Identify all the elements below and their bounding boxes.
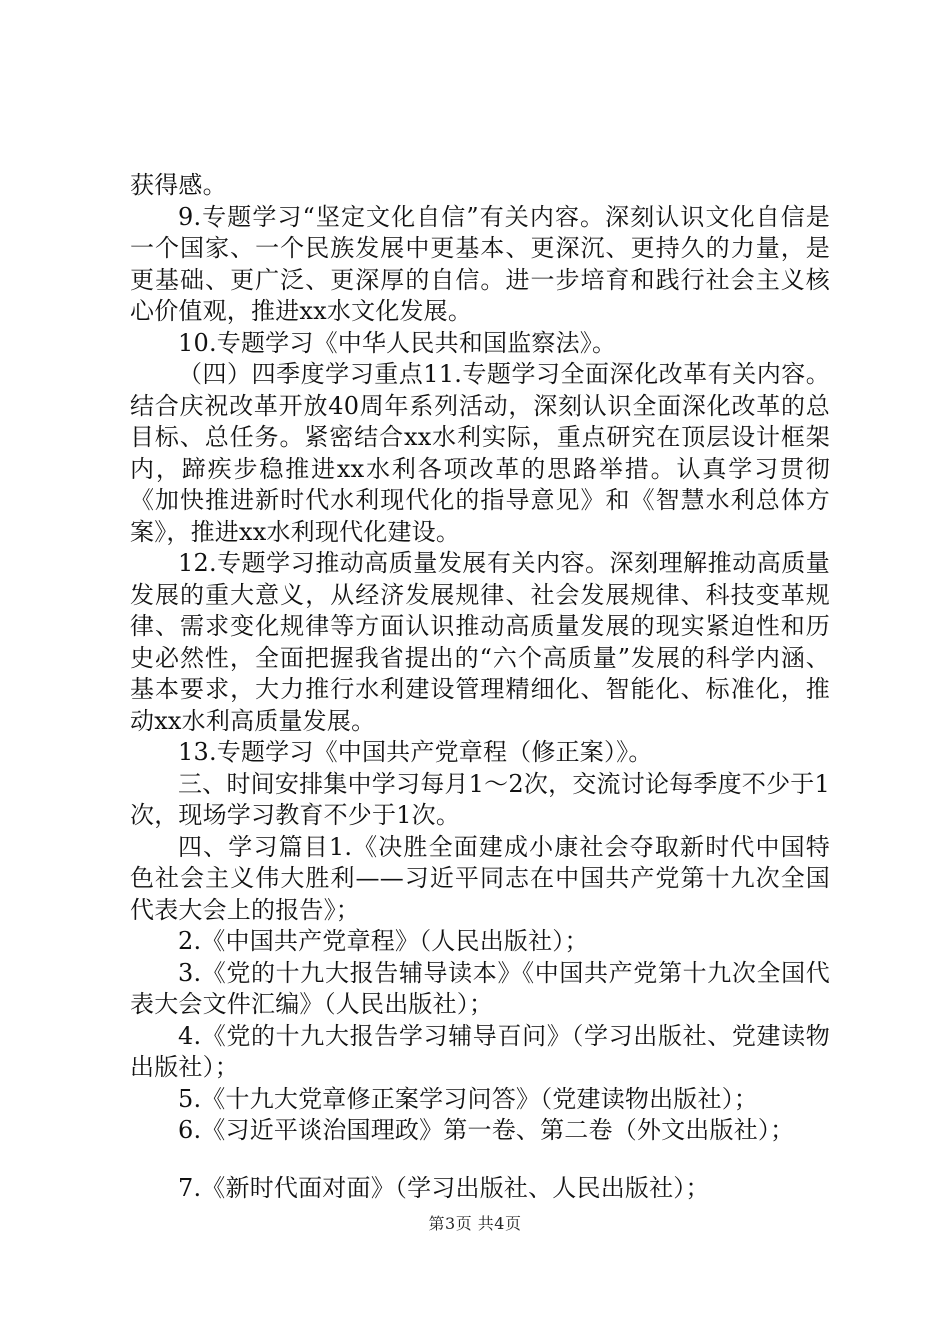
paragraph-reading-2: 2.《中国共产党章程》（人民出版社）； xyxy=(178,927,589,955)
paragraph-section-schedule: 三、时间安排集中学习每月1～2次，交流讨论每季度不少于1次，现场学习教育不少于1次。 xyxy=(130,769,830,829)
paragraph-item-12: 12.专题学习推动高质量发展有关内容。深刻理解推动高质量发展的重大意义，从经济发展规律、社会发展规律、科技变革规律、需求变化规律等方面认识推动高质量发展的现实紧迫性和历史必然性，全面把握我省提出的“六个高质量”发展的科学内涵、基本要求，大力推行水利建设管理精细化、智能化、标准化，推动xx水利高质量发展。 xyxy=(130,549,830,735)
paragraph-continuation: 获得感。 xyxy=(130,171,227,199)
paragraph-item-9: 9.专题学习“坚定文化自信”有关内容。深刻认识文化自信是一个国家、一个民族发展中更基本、更深沉、更持久的力量，是更基础、更广泛、更深厚的自信。进一步培育和践行社会主义核心价值观，推进xx水文化发展。 xyxy=(130,202,830,325)
paragraph-item-13: 13.专题学习《中国共产党章程（修正案）》。 xyxy=(178,738,653,766)
paragraph-reading-5: 5.《十九大党章修正案学习问答》（党建读物出版社）； xyxy=(178,1084,759,1113)
paragraph-section-q4: （四）四季度学习重点11.专题学习全面深化改革有关内容。结合庆祝改革开放40周年系列活动，深刻认识全面深化改革的总目标、总任务。紧密结合xx水利实际，重点研究在顶层设计框架内，蹄疾步稳推进xx水利各项改革的思路举措。认真学习贯彻《加快推进新时代水利现代化的指导意见》和《智慧水利总体方案》，推进xx水利现代化建设。 xyxy=(130,360,830,546)
document-body xyxy=(130,170,830,1204)
paragraph-reading-6: 6.《习近平谈治国理政》第一卷、第二卷（外文出版社）； xyxy=(178,1116,795,1144)
paragraph-reading-7: 7.《新时代面对面》（学习出版社、人民出版社）； xyxy=(178,1173,710,1202)
paragraph-section-readings: 四、学习篇目1.《决胜全面建成小康社会夺取新时代中国特色社会主义伟大胜利——习近平同志在中国共产党第十九次全国代表大会上的报告》； xyxy=(130,832,830,924)
paragraph-item-10: 10.专题学习《中华人民共和国监察法》。 xyxy=(178,328,617,357)
page-number-footer: 第3页 共4页 xyxy=(428,1214,522,1233)
paragraph-reading-4: 4.《党的十九大报告学习辅导百问》（学习出版社、党建读物出版社）； xyxy=(130,1021,830,1081)
paragraph-reading-3: 3.《党的十九大报告辅导读本》《中国共产党第十九次全国代表大会文件汇编》（人民出版社）； xyxy=(130,958,830,1018)
